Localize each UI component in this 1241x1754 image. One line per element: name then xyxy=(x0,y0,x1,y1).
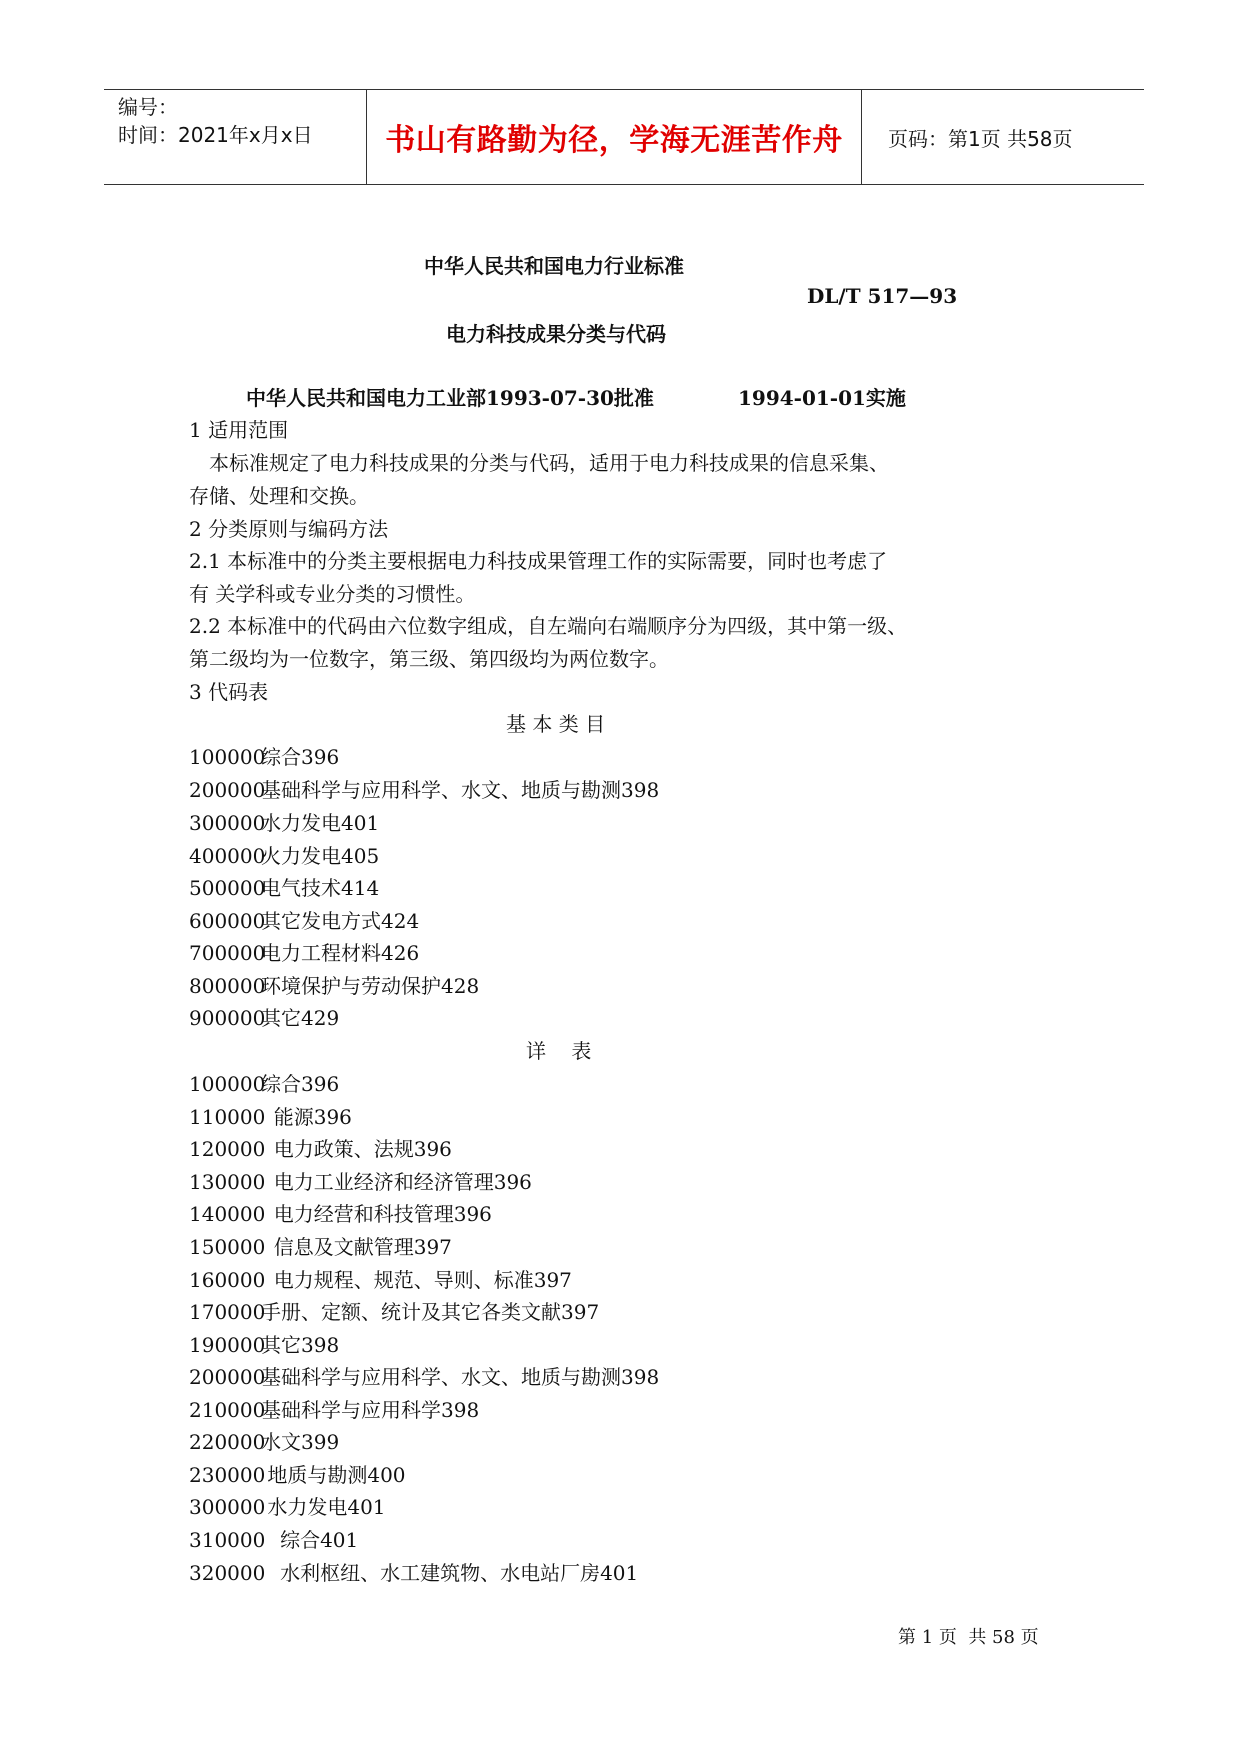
item-code: 200000 xyxy=(189,1365,266,1389)
list-item xyxy=(189,1264,572,1293)
basic-categories-heading: 基 本 类 目 xyxy=(506,712,606,736)
item-code: 210000 xyxy=(189,1398,266,1422)
list-item xyxy=(189,807,379,836)
list-item xyxy=(189,774,659,803)
list-item xyxy=(189,872,379,901)
header-page-info: 页码：第1页 共58页 xyxy=(888,126,1073,151)
section-2-2-text: 第二级均为一位数字，第三级、第四级均为两位数字。 xyxy=(189,647,669,671)
item-code: 500000 xyxy=(189,876,266,900)
list-item xyxy=(189,937,419,966)
approval-line: 中华人民共和国电力工业部1993-07-30批准 xyxy=(246,386,654,410)
list-item xyxy=(189,1394,479,1423)
section-2-2-text: 2.2 本标准中的代码由六位数字组成，自左端向右端顺序分为四级，其中第一级、 xyxy=(189,614,908,638)
time-label: 时间：2021年x月x日 xyxy=(118,123,313,147)
section-3-heading: 3 代码表 xyxy=(189,680,269,704)
item-code: 300000 xyxy=(189,811,266,835)
item-code: 320000 xyxy=(189,1561,266,1585)
item-code: 130000 xyxy=(189,1170,266,1194)
section-1-text: 存储、处理和交换。 xyxy=(189,484,369,508)
item-code: 170000 xyxy=(189,1300,266,1324)
list-item xyxy=(189,970,479,999)
list-item xyxy=(189,1166,532,1195)
item-text: 电力工业经济和经济管理396 xyxy=(261,1170,532,1194)
header-motto: 书山有路勤为径，学海无涯苦作舟 xyxy=(385,123,843,158)
list-item xyxy=(189,1296,599,1325)
item-code: 110000 xyxy=(189,1105,266,1129)
item-code: 120000 xyxy=(189,1137,266,1161)
item-code: 100000 xyxy=(189,1072,266,1096)
item-text: 手册、定额、统计及其它各类文献397 xyxy=(261,1300,600,1324)
section-2-1-text: 有 关学科或专业分类的习惯性。 xyxy=(189,582,476,606)
list-item xyxy=(189,1329,339,1358)
list-item xyxy=(189,1557,638,1586)
detail-table-heading: 详 表 xyxy=(526,1039,592,1063)
item-text: 水力发电401 xyxy=(261,1495,386,1519)
section-1-heading: 1 适用范围 xyxy=(189,418,289,442)
item-text: 信息及文献管理397 xyxy=(261,1235,452,1259)
list-item xyxy=(189,1101,352,1130)
item-text: 综合396 xyxy=(261,1072,340,1096)
item-code: 300000 xyxy=(189,1495,266,1519)
list-item xyxy=(189,840,379,869)
item-text: 综合396 xyxy=(261,745,340,769)
list-item xyxy=(189,1133,452,1162)
list-item xyxy=(189,1361,659,1390)
item-text: 电气技术414 xyxy=(261,876,380,900)
standard-number: DL/T 517—93 xyxy=(807,284,958,308)
item-code: 600000 xyxy=(189,909,266,933)
section-1-text: 本标准规定了电力科技成果的分类与代码，适用于电力科技成果的信息采集、 xyxy=(209,451,889,475)
item-text: 其它398 xyxy=(261,1333,340,1357)
item-code: 150000 xyxy=(189,1235,266,1259)
number-label: 编号： xyxy=(118,95,178,119)
implementation-date: 1994-01-01实施 xyxy=(738,386,906,410)
section-2-1-text: 2.1 本标准中的分类主要根据电力科技成果管理工作的实际需要，同时也考虑了 xyxy=(189,549,888,573)
item-code: 200000 xyxy=(189,778,266,802)
item-code: 230000 xyxy=(189,1463,266,1487)
item-text: 其它发电方式424 xyxy=(261,909,420,933)
list-item xyxy=(189,1231,452,1260)
list-item xyxy=(189,905,419,934)
item-text: 综合401 xyxy=(261,1528,359,1552)
list-item xyxy=(189,1426,339,1455)
item-code: 160000 xyxy=(189,1268,266,1292)
item-text: 基础科学与应用科学398 xyxy=(261,1398,480,1422)
item-code: 310000 xyxy=(189,1528,266,1552)
item-text: 地质与勘测400 xyxy=(261,1463,406,1487)
list-item xyxy=(189,741,339,770)
document-title: 电力科技成果分类与代码 xyxy=(446,322,666,346)
item-code: 100000 xyxy=(189,745,266,769)
list-item xyxy=(189,1198,492,1227)
item-text: 火力发电405 xyxy=(261,844,380,868)
section-2-heading: 2 分类原则与编码方法 xyxy=(189,517,389,541)
item-code: 220000 xyxy=(189,1430,266,1454)
header-meta xyxy=(118,93,313,149)
item-code: 700000 xyxy=(189,941,266,965)
item-text: 环境保护与劳动保护428 xyxy=(261,974,480,998)
list-item xyxy=(189,1491,386,1520)
item-code: 900000 xyxy=(189,1006,266,1030)
item-code: 400000 xyxy=(189,844,266,868)
item-text: 水利枢纽、水工建筑物、水电站厂房401 xyxy=(261,1561,639,1585)
item-code: 800000 xyxy=(189,974,266,998)
item-text: 能源396 xyxy=(261,1105,352,1129)
item-text: 水力发电401 xyxy=(261,811,380,835)
item-code: 190000 xyxy=(189,1333,266,1357)
item-text: 其它429 xyxy=(261,1006,340,1030)
org-standard: 中华人民共和国电力行业标准 xyxy=(424,254,684,278)
item-text: 基础科学与应用科学、水文、地质与勘测398 xyxy=(261,1365,660,1389)
item-text: 电力工程材料426 xyxy=(261,941,420,965)
header-box xyxy=(104,89,1144,185)
list-item xyxy=(189,1002,339,1031)
item-text: 基础科学与应用科学、水文、地质与勘测398 xyxy=(261,778,660,802)
item-text: 电力经营和科技管理396 xyxy=(261,1202,492,1226)
header-divider xyxy=(366,90,367,184)
list-item xyxy=(189,1068,339,1097)
item-text: 电力政策、法规396 xyxy=(261,1137,452,1161)
list-item xyxy=(189,1459,406,1488)
header-divider xyxy=(861,90,862,184)
item-code: 140000 xyxy=(189,1202,266,1226)
item-text: 电力规程、规范、导则、标准397 xyxy=(261,1268,572,1292)
page-footer: 第 1 页 共 58 页 xyxy=(898,1627,1039,1648)
item-text: 水文399 xyxy=(261,1430,340,1454)
list-item xyxy=(189,1524,358,1553)
